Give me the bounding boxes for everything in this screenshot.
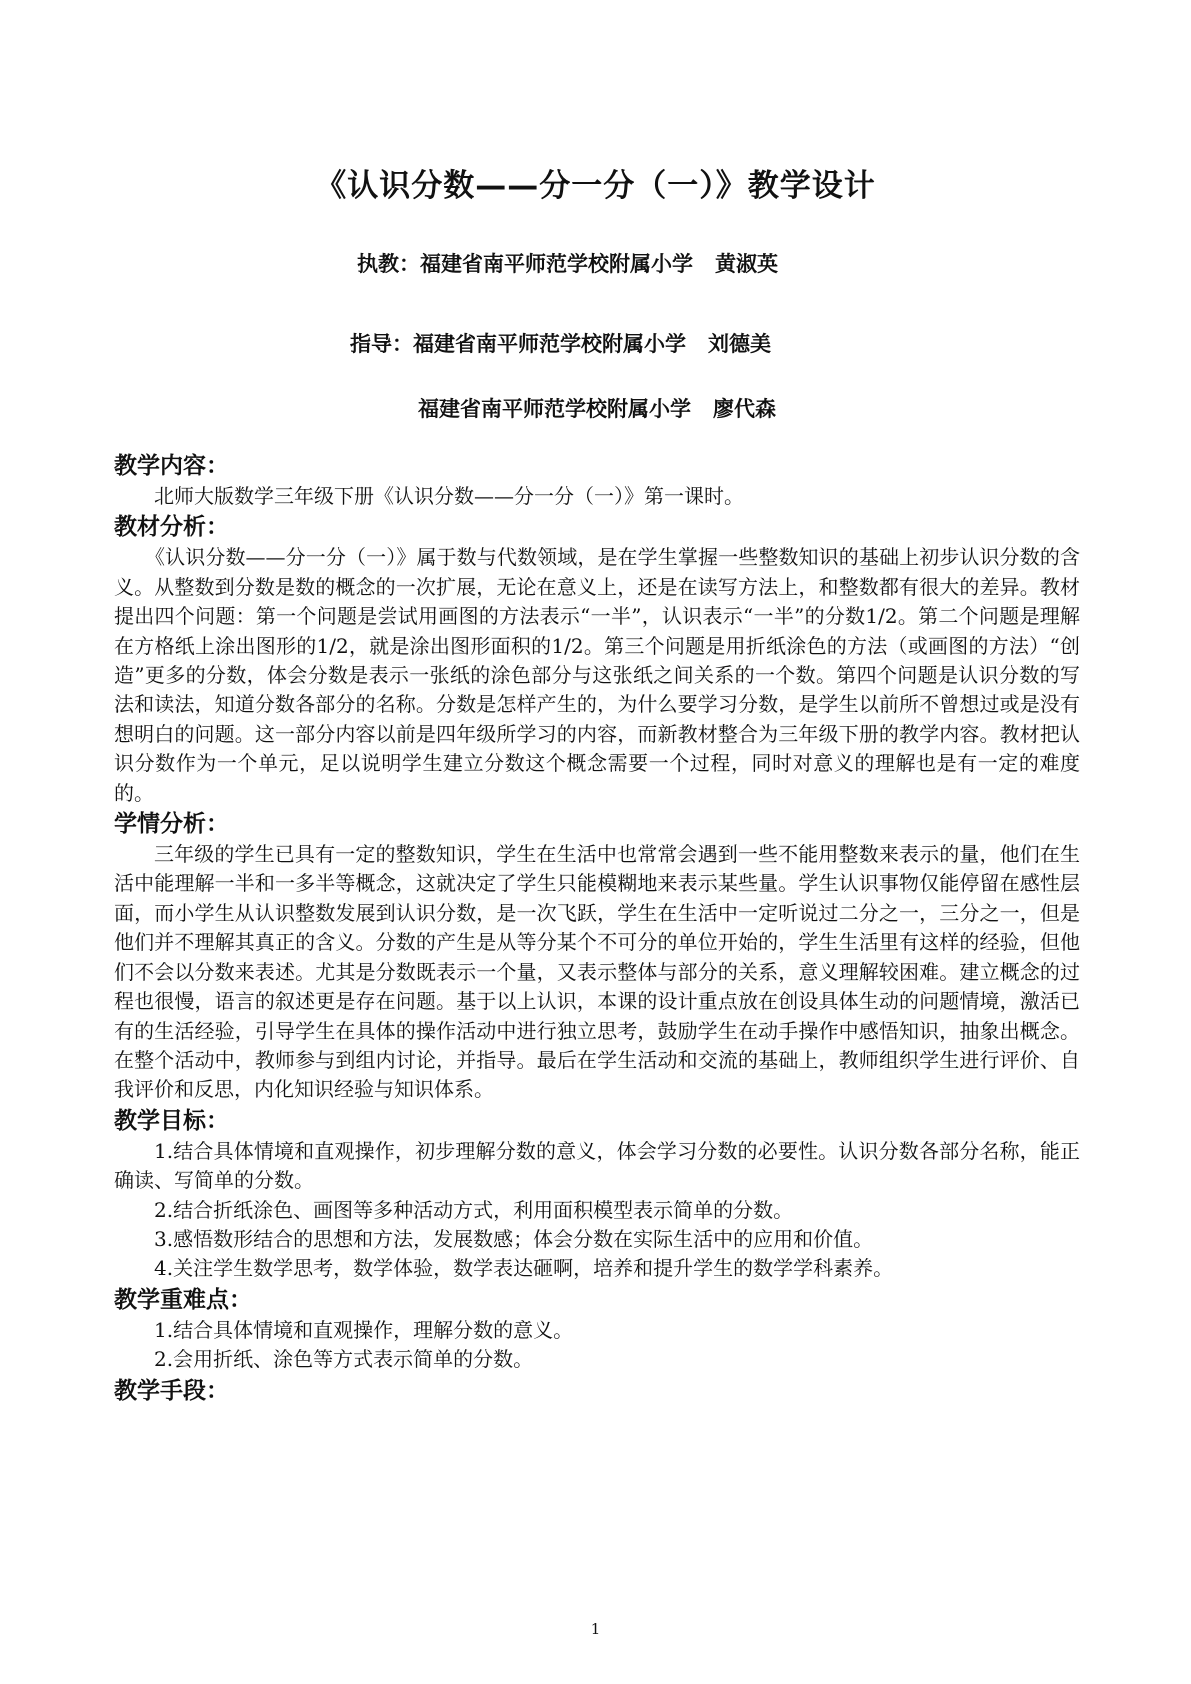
section-paragraph: 北师大版数学三年级下册《认识分数——分一分（一）》第一课时。 xyxy=(154,484,744,508)
section-heading: 教学内容： xyxy=(114,453,229,479)
document-title: 《认识分数——分一分（一）》教学设计 xyxy=(315,168,876,204)
difficulty-item: 2.会用折纸、涂色等方式表示简单的分数。 xyxy=(154,1347,534,1372)
credit-school: 福建省南平师范学校附属小学 xyxy=(418,397,691,421)
page-number: 1 xyxy=(590,1620,601,1638)
credit-instructor xyxy=(357,248,778,278)
section-heading: 教学重难点： xyxy=(114,1286,252,1313)
goal-item: 4.关注学生数学思考，数学体验，数学表达砸啊，培养和提升学生的数学学科素养。 xyxy=(154,1256,894,1281)
credit-name: 廖代森 xyxy=(713,397,776,421)
credit-role-label: 执教： xyxy=(357,252,420,276)
section-heading: 教学手段： xyxy=(114,1377,229,1404)
document-body xyxy=(114,450,1080,1407)
credit-advisor-1 xyxy=(350,328,771,358)
section-key-difficulties xyxy=(114,1284,1080,1375)
section-heading: 学情分析： xyxy=(114,811,229,838)
section-teaching-content xyxy=(114,450,1080,511)
section-heading: 教学目标： xyxy=(114,1107,229,1134)
section-material-analysis xyxy=(114,511,1080,808)
credit-name: 刘德美 xyxy=(708,332,771,356)
credit-school: 福建省南平师范学校附属小学 xyxy=(413,332,686,356)
section-heading: 教材分析： xyxy=(114,514,229,541)
section-student-analysis xyxy=(114,808,1080,1105)
goal-item: 1.结合具体情境和直观操作，初步理解分数的意义，体会学习分数的必要性。认识分数各部分名称，能正确读、写简单的分数。 xyxy=(114,1138,1080,1193)
section-paragraph: 《认识分数——分一分（一）》属于数与代数领域，是在学生掌握一些整数知识的基础上初步认识分数的含义。从整数到分数是数的概念的一次扩展，无论在意义上，还是在读写方法上，和整数都有很大的差异。教材提出四个问题：第一个问题是尝试用画图的方法表示“一半”，认识表示“一半”的分数1/2。第二个问题是理解在方格纸上涂出图形的1/2，就是涂出图形面积的1/2。第三个问题是用折纸涂色的方法（或画图的方法）“创造”更多的分数，体会分数是表示一张纸的涂色部分与这张纸之间关系的一个数。第四个问题是认识分数的写法和读法，知道分数各部分的名称。分数是怎样产生的，为什么要学习分数，是学生以前所不曾想过或是没有想明白的问题。这一部分内容以前是四年级所学习的内容，而新教材整合为三年级下册的教学内容。教材把认识分数作为一个单元，足以说明学生建立分数这个概念需要一个过程，同时对意义的理解也是有一定的难度的。 xyxy=(114,545,1080,805)
section-paragraph: 三年级的学生已具有一定的整数知识，学生在生活中也常常会遇到一些不能用整数来表示的量，他们在生活中能理解一半和一多半等概念，这就决定了学生只能模糊地来表示某些量。学生认识事物仅能停留在感性层面，而小学生从认识整数发展到认识分数，是一次飞跃，学生在生活中一定听说过二分之一，三分之一，但是他们并不理解其真正的含义。分数的产生是从等分某个不可分的单位开始的，学生生活里有这样的经验，但他们不会以分数来表述。尤其是分数既表示一个量，又表示整体与部分的关系，意义理解较困难。建立概念的过程也很慢，语言的叙述更是存在问题。基于以上认识，本课的设计重点放在创设具体生动的问题情境，激活已有的生活经验，引导学生在具体的操作活动中进行独立思考，鼓励学生在动手操作中感悟知识，抽象出概念。在整个活动中，教师参与到组内讨论，并指导。最后在学生活动和交流的基础上，教师组织学生进行评价、自我评价和反思，内化知识经验与知识体系。 xyxy=(114,842,1080,1102)
goal-item: 3.感悟数形结合的思想和方法，发展数感；体会分数在实际生活中的应用和价值。 xyxy=(154,1226,874,1251)
section-teaching-means xyxy=(114,1375,1080,1407)
credit-role-label: 指导： xyxy=(350,332,413,356)
difficulty-item: 1.结合具体情境和直观操作，理解分数的意义。 xyxy=(154,1317,574,1342)
section-teaching-goals xyxy=(114,1105,1080,1284)
goal-item: 2.结合折纸涂色、画图等多种活动方式，利用面积模型表示简单的分数。 xyxy=(154,1197,794,1222)
credit-advisor-2 xyxy=(418,393,776,423)
credit-school: 福建省南平师范学校附属小学 xyxy=(420,252,693,276)
credit-name: 黄淑英 xyxy=(715,252,778,276)
